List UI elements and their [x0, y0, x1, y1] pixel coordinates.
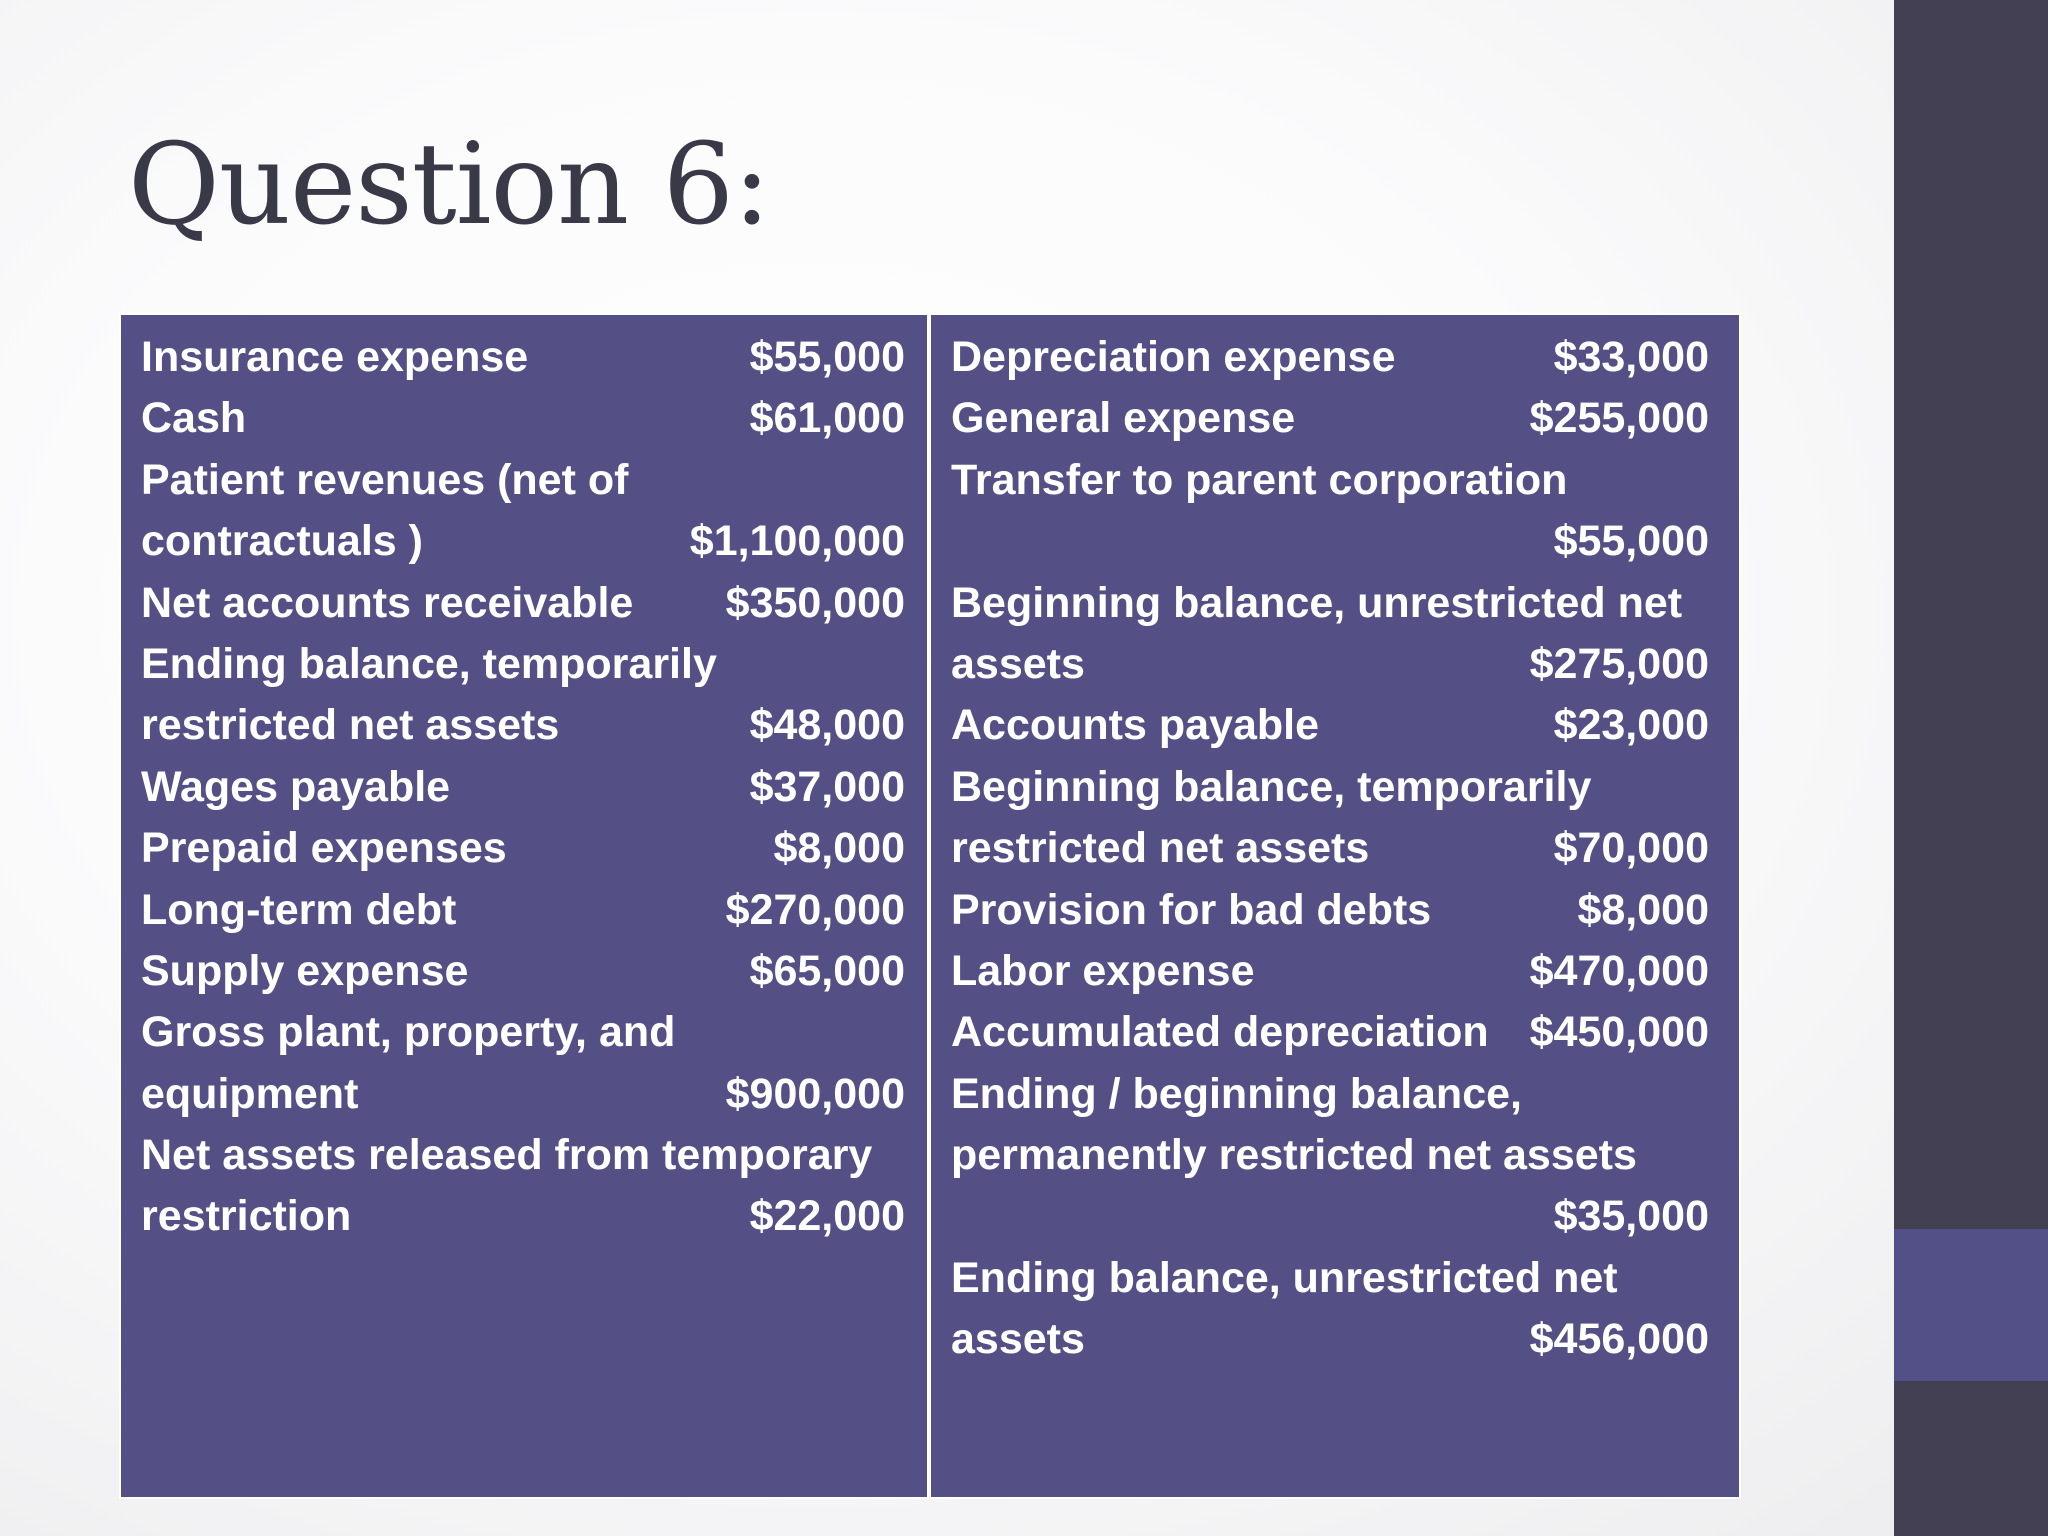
- slide-title: Question 6:: [128, 120, 770, 250]
- table-row: [141, 327, 905, 388]
- row-label: equipment: [141, 1069, 359, 1118]
- table-row: [141, 1002, 905, 1063]
- row-amount: $61,000: [749, 394, 905, 443]
- left-column: [121, 315, 927, 1497]
- row-label: assets: [951, 639, 1085, 688]
- row-amount: $55,000: [749, 333, 905, 381]
- table-row: [951, 573, 1709, 634]
- row-label: Transfer to parent corporation: [951, 455, 1568, 504]
- row-label: Accounts payable: [951, 701, 1319, 750]
- table-row: [141, 511, 905, 572]
- row-label: restriction: [141, 1192, 352, 1241]
- table-row: [951, 757, 1709, 818]
- row-amount: $70,000: [1553, 824, 1709, 873]
- row-label: Ending balance, temporarily: [141, 639, 717, 688]
- row-amount: $8,000: [1577, 885, 1709, 934]
- row-label: Net assets released from temporary: [141, 1131, 873, 1180]
- table-row: [951, 511, 1709, 572]
- row-amount: $470,000: [1529, 946, 1709, 995]
- row-amount: $33,000: [1553, 333, 1709, 381]
- row-amount: $22,000: [749, 1192, 905, 1241]
- row-label: Beginning balance, temporarily: [951, 762, 1592, 811]
- table-row: [141, 573, 905, 634]
- table-row: [141, 1064, 905, 1125]
- row-label: Wages payable: [141, 762, 451, 811]
- row-label: Cash: [141, 394, 247, 443]
- row-label: Ending / beginning balance,: [951, 1069, 1522, 1118]
- row-label: Ending balance, unrestricted net: [951, 1253, 1618, 1302]
- row-amount: $275,000: [1529, 639, 1709, 688]
- table-row: [141, 1125, 905, 1186]
- row-amount: $270,000: [725, 885, 905, 934]
- row-label: Insurance expense: [141, 333, 529, 381]
- table-row: [141, 880, 905, 941]
- table-row: [141, 1186, 905, 1247]
- table-row: [141, 695, 905, 756]
- row-label: assets: [951, 1315, 1085, 1364]
- table-row: [141, 450, 905, 511]
- row-label: General expense: [951, 394, 1296, 443]
- row-label: Patient revenues (net of: [141, 455, 629, 504]
- row-label: Labor expense: [951, 946, 1255, 995]
- row-amount: $8,000: [773, 824, 905, 873]
- row-amount: $450,000: [1529, 1008, 1709, 1057]
- table-row: [141, 388, 905, 449]
- account-table: [119, 313, 1741, 1499]
- row-amount: $255,000: [1529, 394, 1709, 443]
- row-amount: $350,000: [725, 578, 905, 627]
- row-amount: $37,000: [749, 762, 905, 811]
- table-row: [951, 1186, 1709, 1247]
- table-row: [951, 1309, 1709, 1370]
- row-label: Provision for bad debts: [951, 885, 1432, 934]
- right-column: [931, 315, 1739, 1497]
- table-row: [951, 1125, 1709, 1186]
- table-row: [951, 388, 1709, 449]
- row-label: Depreciation expense: [951, 333, 1396, 381]
- row-label: Net accounts receivable: [141, 578, 634, 627]
- table-row: [951, 1248, 1709, 1309]
- table-row: [951, 327, 1709, 388]
- row-label: restricted net assets: [141, 701, 560, 750]
- row-amount: $456,000: [1529, 1315, 1709, 1364]
- table-row: [951, 1064, 1709, 1125]
- row-amount: $35,000: [1553, 1192, 1709, 1241]
- row-amount: $48,000: [749, 701, 905, 750]
- table-row: [141, 941, 905, 1002]
- row-label: Beginning balance, unrestricted net: [951, 578, 1683, 627]
- table-row: [951, 818, 1709, 879]
- row-amount: $55,000: [1553, 517, 1709, 566]
- table-row: [951, 634, 1709, 695]
- row-label: restricted net assets: [951, 824, 1370, 873]
- row-label: Long-term debt: [141, 885, 457, 934]
- sidebar-accent-block: [1894, 1229, 2048, 1381]
- table-row: [951, 695, 1709, 756]
- row-amount: $65,000: [749, 946, 905, 995]
- row-label: permanently restricted net assets: [951, 1131, 1637, 1180]
- row-amount: $23,000: [1553, 701, 1709, 750]
- row-label: Prepaid expenses: [141, 824, 507, 873]
- row-amount: $900,000: [725, 1069, 905, 1118]
- row-label: Accumulated depreciation: [951, 1008, 1489, 1057]
- table-row: [141, 818, 905, 879]
- row-amount: $1,100,000: [689, 517, 905, 566]
- table-row: [951, 941, 1709, 1002]
- table-row: [141, 634, 905, 695]
- table-row: [951, 450, 1709, 511]
- row-label: contractuals ): [141, 517, 423, 566]
- table-row: [141, 757, 905, 818]
- row-label: Gross plant, property, and: [141, 1008, 676, 1057]
- table-row: [951, 1002, 1709, 1063]
- table-row: [951, 880, 1709, 941]
- row-label: Supply expense: [141, 946, 469, 995]
